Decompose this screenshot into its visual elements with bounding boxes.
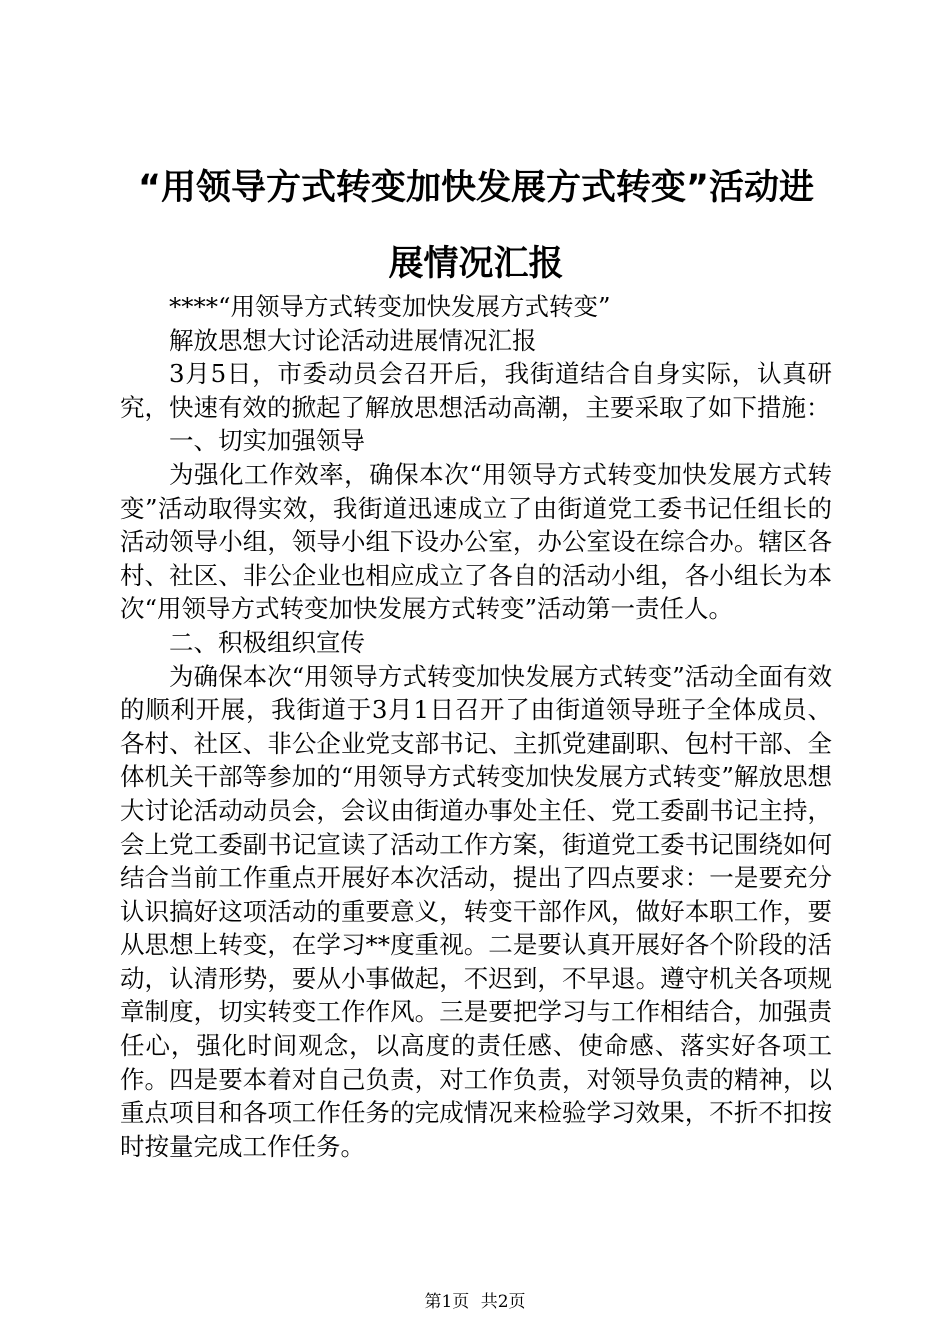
document-body	[120, 290, 832, 1163]
paragraph-section-2: 为确保本次“用领导方式转变加快发展方式转变”活动全面有效的顺利开展，我街道于3月1日召开了由街道领导班子全体成员、各村、社区、非公企业党支部书记、主抓党建副职、包村干部、全体机关干部等参加的“用领导方式转变加快发展方式转变”解放思想大讨论活动动员会，会议由街道办事处主任、党工委副书记主持，会上党工委副书记宣读了活动工作方案，街道党工委书记围绕如何结合当前工作重点开展好本次活动，提出了四点要求：一是要充分认识搞好这项活动的重要意义，转变干部作风，做好本职工作，要从思想上转变，在学习**度重视。二是要认真开展好各个阶段的活动，认清形势，要从小事做起，不迟到，不早退。遵守机关各项规章制度，切实转变工作作风。三是要把学习与工作相结合，加强责任心，强化时间观念，以高度的责任感、使命感、落实好各项工作。四是要本着对自己负责，对工作负责，对领导负责的精神，以重点项目和各项工作任务的完成情况来检验学习效果，不折不扣按时按量完成工作任务。	[120, 661, 832, 1161]
paragraph-section-1: 为强化工作效率，确保本次“用领导方式转变加快发展方式转变”活动取得实效，我街道迅速成立了由街道党工委书记任组长的活动领导小组，领导小组下设办公室，办公室设在综合办。辖区各村、社区、非公企业也相应成立了各自的活动小组，各小组长为本次“用领导方式转变加快发展方式转变”活动第一责任人。	[120, 459, 832, 624]
page-total: 共2页	[480, 1292, 526, 1312]
page-footer	[0, 1287, 950, 1312]
section-heading-1: 一、切实加强领导	[169, 426, 365, 456]
title-line-2: 展情况汇报	[388, 244, 564, 284]
title-line-1: “用领导方式转变加快发展方式转变”活动进	[137, 168, 814, 208]
paragraph-heading-subtitle: 解放思想大讨论活动进展情况汇报	[169, 325, 537, 355]
paragraph-intro: 3月5日，市委动员会召开后，我街道结合自身实际，认真研究，快速有效的掀起了解放思想活动高潮，主要采取了如下措施：	[120, 359, 832, 422]
section-heading-2: 二、积极组织宣传	[169, 627, 365, 657]
document-title	[120, 150, 832, 302]
page-number: 第1页	[424, 1292, 470, 1312]
paragraph-heading-org: ****“用领导方式转变加快发展方式转变”	[169, 292, 611, 321]
